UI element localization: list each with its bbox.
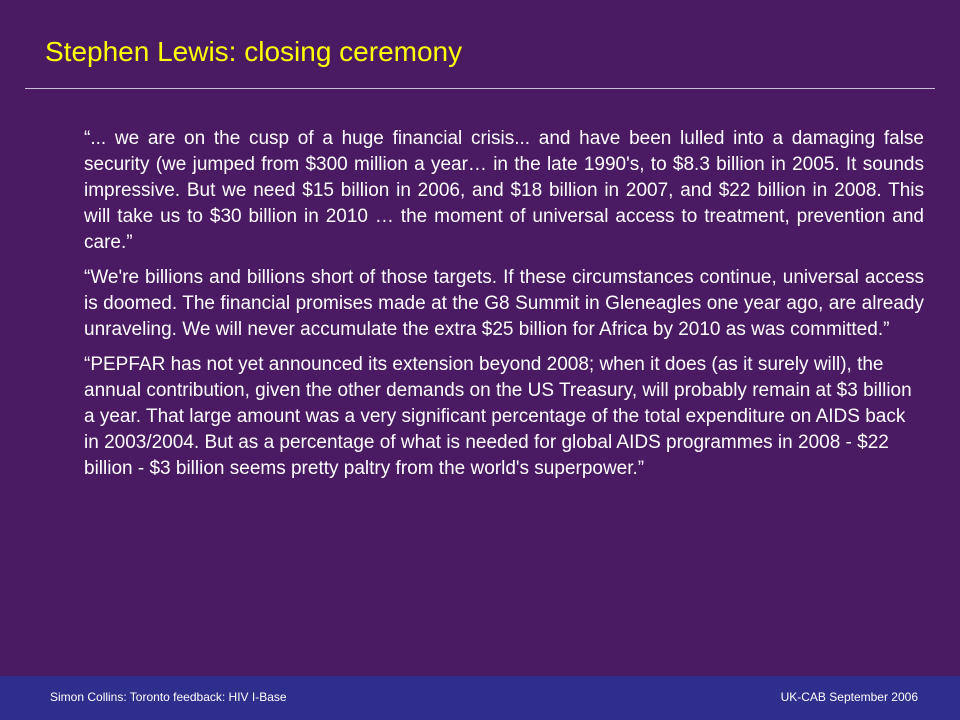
slide-title: Stephen Lewis: closing ceremony [45,36,463,67]
footer-left-text: Simon Collins: Toronto feedback: HIV I-Base [50,690,287,704]
quote-paragraph-1: “... we are on the cusp of a huge financial crisis... and have been lulled into a damaging false security (we jumped from $300 million a year… in the late 1990's, to $8.3 billion in 2005. It sounds impressive. But we need $15 billion in 2006, and $18 billion in 2007, and $22 billion in 2008. This will take us to $30 billion in 2010 … the moment of universal access to treatment, prevention and care.” [84,128,924,253]
quote-paragraph-2: “We're billions and billions short of those targets. If these circumstances continue, universal access is doomed. The financial promises made at the G8 Summit in Gleneagles one year ago, are already unraveling. We will never accumulate the extra $25 billion for Africa by 2010 as was committed.” [84,267,924,340]
quote-body [84,126,924,491]
title-divider [25,88,935,89]
footer-bar [0,676,960,720]
quote-paragraph-3: “PEPFAR has not yet announced its extension beyond 2008; when it does (as it surely will), the annual contribution, given the other demands on the US Treasury, will probably remain at $3 billion a year. That large amount was a very significant percentage of the total expenditure on AIDS back in 2003/2004. But as a percentage of what is needed for global AIDS programmes in 2008 - $22 billion - $3 billion seems pretty paltry from the world's superpower.” [84,354,912,479]
footer-right-text: UK-CAB September 2006 [780,690,918,704]
